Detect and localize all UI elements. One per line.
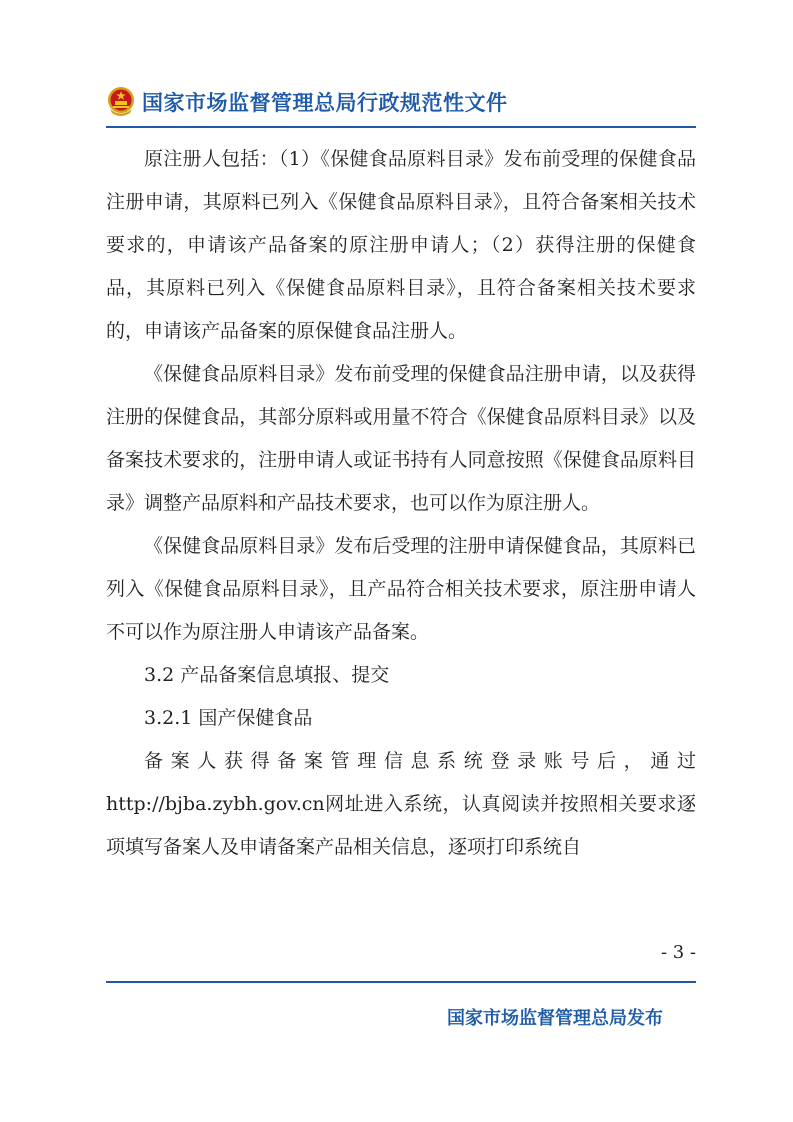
footer-publisher: 国家市场监督管理总局发布 [447,1008,663,1029]
footer-divider [106,981,696,983]
subsection-heading: 3.2.1 国产保健食品 [144,707,313,729]
header-title: 国家市场监督管理总局行政规范性文件 [142,91,508,115]
paragraph: 《保健食品原料目录》发布后受理的注册申请保健食品，其原料已列入《保健食品原料目录》，且产品符合相关技术要求，原注册申请人不可以作为原注册人申请该产品备案。 [106,535,696,643]
document-header [106,83,696,123]
paragraph: 《保健食品原料目录》发布前受理的保健食品注册申请，以及获得注册的保健食品，其部分原料或用量不符合《保健食品原料目录》以及备案技术要求的，注册申请人或证书持有人同意按照《保健食品原料目录》调整产品原料和产品技术要求，也可以作为原注册人。 [106,363,696,514]
paragraph: 备案人获得备案管理信息系统登录账号后，通过http://bjba.zybh.gov.cn网址进入系统，认真阅读并按照相关要求逐项填写备案人及申请备案产品相关信息，逐项打印系统自 [106,750,696,858]
page-number: - 3 - [660,942,696,963]
header-divider [106,126,696,128]
paragraph: 原注册人包括：（1）《保健食品原料目录》发布前受理的保健食品注册申请，其原料已列入《保健食品原料目录》，且符合备案相关技术要求的，申请该产品备案的原注册申请人；（2）获得注册的保健食品，其原料已列入《保健食品原料目录》，且符合备案相关技术要求的，申请该产品备案的原保健食品注册人。 [106,148,696,342]
national-emblem-icon [106,85,136,117]
section-heading: 3.2 产品备案信息填报、提交 [144,664,390,686]
document-body [106,138,696,869]
